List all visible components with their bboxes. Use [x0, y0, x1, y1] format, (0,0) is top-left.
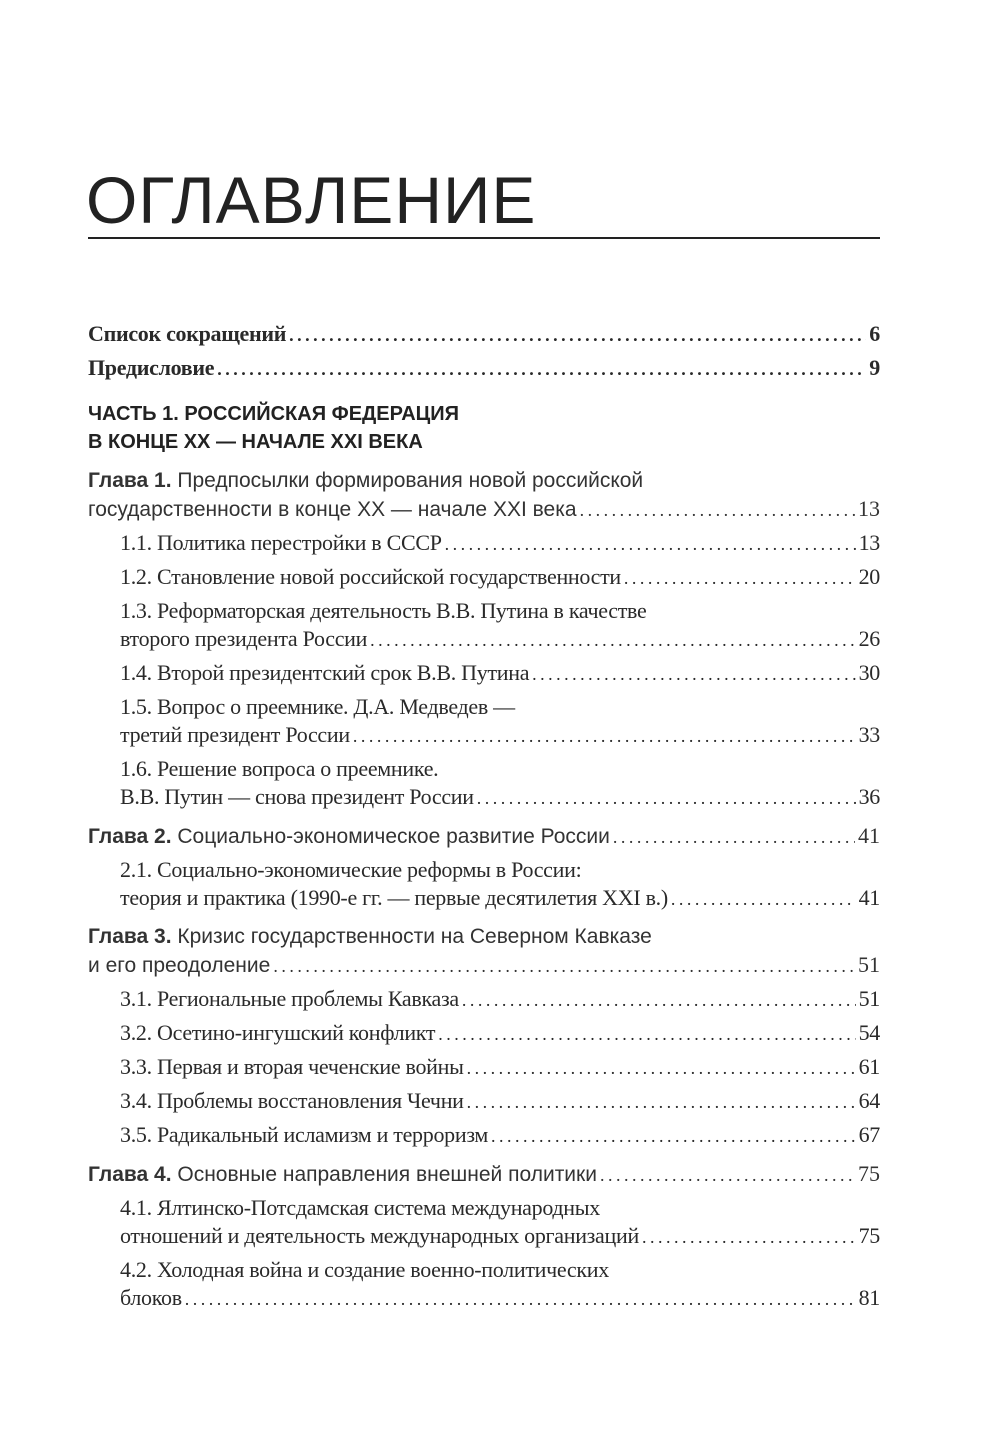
entry-text: ЧАСТЬ 1. РОССИЙСКАЯ ФЕДЕРАЦИЯ — [88, 403, 460, 425]
entry-text: 4.2. Холодная война и создание военно-политических — [120, 1257, 609, 1282]
dot-leader — [491, 1122, 856, 1150]
page-number: 41 — [858, 885, 880, 910]
chapter-label: Глава 3. — [88, 925, 178, 948]
toc-entry-section[interactable] — [88, 856, 880, 912]
dot-leader — [438, 1020, 855, 1048]
entry-text: Социально-экономическое развитие России — [177, 825, 610, 848]
entry-line — [120, 1194, 880, 1222]
page-number: 54 — [858, 1020, 880, 1045]
entry-text: государственности в конце XX — начале XXI века — [88, 498, 577, 521]
dot-leader — [273, 952, 855, 980]
toc-entry-section[interactable] — [88, 1121, 880, 1149]
dot-leader — [671, 885, 856, 913]
entry-text: 3.1. Региональные проблемы Кавказа — [120, 986, 459, 1011]
entry-line — [120, 693, 880, 721]
dot-leader — [289, 321, 866, 349]
page-number: 36 — [858, 784, 880, 809]
entry-line — [120, 884, 880, 912]
dot-leader — [445, 530, 856, 558]
dot-leader — [185, 1285, 856, 1313]
entry-line — [88, 467, 880, 495]
toc-entry-chapter[interactable] — [88, 923, 880, 979]
toc-entry-chapter[interactable] — [88, 822, 880, 850]
page-number: 41 — [858, 823, 880, 848]
entry-line — [120, 563, 880, 591]
dot-leader — [467, 1088, 856, 1116]
part-heading — [88, 400, 880, 456]
entry-text: Список сокращений — [88, 321, 287, 346]
dot-leader — [624, 564, 856, 592]
dot-leader — [613, 823, 855, 851]
toc-entry-section[interactable] — [88, 597, 880, 653]
dot-leader — [217, 355, 866, 383]
entry-line — [120, 1053, 880, 1081]
page-number: 75 — [858, 1223, 880, 1248]
chapter-label: Глава 2. — [88, 825, 178, 848]
page-number: 81 — [858, 1285, 880, 1310]
entry-text: Предпосылки формирования новой российской — [177, 469, 644, 492]
toc-entry-section[interactable] — [88, 1194, 880, 1250]
toc-entry-section[interactable] — [88, 1087, 880, 1115]
dot-leader — [462, 986, 856, 1014]
toc-entry-chapter[interactable] — [88, 467, 880, 523]
entry-line — [120, 625, 880, 653]
page-title: ОГЛАВЛЕНИЕ — [86, 163, 537, 237]
entry-line — [88, 400, 880, 428]
entry-text: 4.1. Ялтинско-Потсдамская система международных — [120, 1195, 600, 1220]
page-number: 13 — [858, 530, 880, 555]
toc-entry-section[interactable] — [88, 529, 880, 557]
dot-leader — [580, 496, 855, 524]
page-number: 51 — [858, 986, 880, 1011]
entry-line — [88, 822, 880, 850]
dot-leader — [532, 660, 855, 688]
entry-line — [120, 597, 880, 625]
page-number: 67 — [858, 1122, 880, 1147]
toc-entry-section[interactable] — [88, 563, 880, 591]
page-number: 64 — [858, 1088, 880, 1113]
page-number: 20 — [858, 564, 880, 589]
page-number: 61 — [858, 1054, 880, 1079]
entry-text: блоков — [120, 1285, 182, 1310]
entry-text: Кризис государственности на Северном Кавказе — [177, 925, 652, 948]
dot-leader — [642, 1223, 856, 1251]
entry-line — [120, 721, 880, 749]
entry-text: 2.1. Социально-экономические реформы в России: — [120, 857, 582, 882]
toc-entry-section[interactable] — [88, 1053, 880, 1081]
page-number: 33 — [858, 722, 880, 747]
entry-line — [88, 951, 880, 979]
entry-text: 1.1. Политика перестройки в СССР — [120, 530, 442, 555]
chapter-label: Глава 1. — [88, 469, 178, 492]
entry-text: 1.4. Второй президентский срок В.В. Путина — [120, 660, 530, 685]
page-number: 75 — [858, 1161, 880, 1186]
entry-text: третий президент России — [120, 722, 350, 747]
toc-entry-section[interactable] — [88, 1019, 880, 1047]
entry-text: Предисловие — [88, 355, 215, 380]
entry-line — [88, 320, 880, 348]
page-number: 6 — [869, 321, 880, 346]
entry-text: Основные направления внешней политики — [177, 1163, 597, 1186]
entry-line — [120, 1256, 880, 1284]
entry-text: 3.5. Радикальный исламизм и терроризм — [120, 1122, 489, 1147]
toc-entry-front[interactable] — [88, 354, 880, 382]
entry-text: теория и практика (1990-е гг. — первые десятилетия XXI в.) — [120, 885, 668, 910]
entry-line — [88, 923, 880, 951]
toc-entry-front[interactable] — [88, 320, 880, 348]
toc-entry-section[interactable] — [88, 1256, 880, 1312]
entry-line — [120, 783, 880, 811]
dot-leader — [600, 1161, 855, 1189]
entry-text: 3.3. Первая и вторая чеченские войны — [120, 1054, 464, 1079]
title-divider — [88, 237, 880, 239]
entry-line — [120, 1087, 880, 1115]
toc-entry-section[interactable] — [88, 693, 880, 749]
page-number: 51 — [858, 952, 880, 977]
page-number: 26 — [858, 626, 880, 651]
entry-text: 1.5. Вопрос о преемнике. Д.А. Медведев — — [120, 694, 515, 719]
entry-text: и его преодоление — [88, 954, 271, 977]
entry-line — [88, 1160, 880, 1188]
entry-line — [120, 529, 880, 557]
toc-entry-chapter[interactable] — [88, 1160, 880, 1188]
table-of-contents — [88, 320, 880, 1312]
entry-line — [120, 1121, 880, 1149]
toc-entry-section[interactable] — [88, 985, 880, 1013]
entry-line — [120, 1284, 880, 1312]
dot-leader — [370, 626, 855, 654]
entry-text: В.В. Путин — снова президент России — [120, 784, 474, 809]
entry-line — [88, 495, 880, 523]
entry-line — [88, 354, 880, 382]
dot-leader — [353, 722, 856, 750]
entry-line — [120, 1019, 880, 1047]
entry-line — [120, 755, 880, 783]
entry-text: 1.6. Решение вопроса о преемнике. — [120, 756, 439, 781]
toc-entry-section[interactable] — [88, 659, 880, 687]
entry-line — [120, 659, 880, 687]
entry-text: В КОНЦЕ XX — НАЧАЛЕ XXI ВЕКА — [88, 431, 423, 453]
entry-line — [120, 856, 880, 884]
entry-line — [88, 428, 880, 456]
page-number: 13 — [858, 496, 880, 521]
page-number: 30 — [858, 660, 880, 685]
toc-entry-section[interactable] — [88, 755, 880, 811]
chapter-label: Глава 4. — [88, 1163, 178, 1186]
entry-text: 1.3. Реформаторская деятельность В.В. Путина в качестве — [120, 598, 647, 623]
page-number: 9 — [869, 355, 880, 380]
dot-leader — [477, 784, 856, 812]
entry-line — [120, 985, 880, 1013]
entry-line — [120, 1222, 880, 1250]
entry-text: 3.2. Осетино-ингушский конфликт — [120, 1020, 436, 1045]
entry-text: 1.2. Становление новой российской государственности — [120, 564, 621, 589]
entry-text: отношений и деятельность международных организаций — [120, 1223, 639, 1248]
entry-text: второго президента России — [120, 626, 368, 651]
entry-text: 3.4. Проблемы восстановления Чечни — [120, 1088, 464, 1113]
dot-leader — [467, 1054, 856, 1082]
